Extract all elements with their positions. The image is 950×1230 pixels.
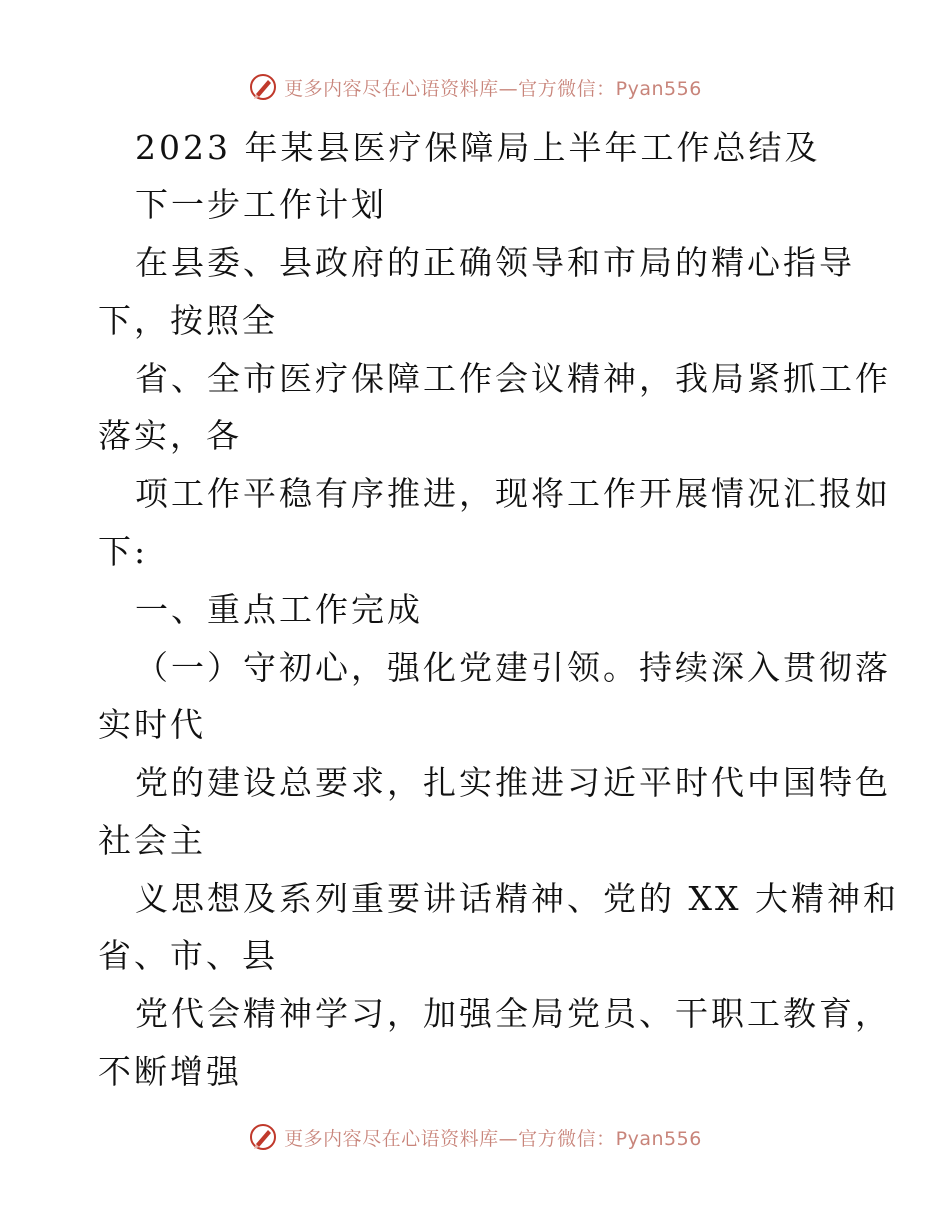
doc-line: 义思想及系列重要讲话精神、党的 XX 大精神和 [135, 879, 899, 918]
pen-logo-icon [248, 72, 278, 102]
doc-title-line-1: 2023 年某县医疗保障局上半年工作总结及 [135, 128, 821, 167]
doc-line: 下，按照全 [98, 301, 278, 340]
header-banner-text: 更多内容尽在心语资料库—官方微信：Pyan556 [284, 77, 702, 100]
doc-title-line-2: 下一步工作计划 [135, 185, 387, 224]
doc-line: 党代会精神学习，加强全局党员、干职工教育， [135, 994, 891, 1033]
footer-banner [0, 1122, 950, 1152]
doc-line: 实时代 [98, 705, 206, 744]
doc-line: 社会主 [98, 821, 206, 860]
doc-line: 党的建设总要求，扎实推进习近平时代中国特色 [135, 763, 891, 802]
doc-line: 省、市、县 [98, 936, 278, 975]
pen-logo-icon [248, 1122, 278, 1152]
doc-line: 在县委、县政府的正确领导和市局的精心指导 [135, 243, 855, 282]
doc-line: （一）守初心，强化党建引领。持续深入贯彻落 [135, 648, 891, 687]
doc-line: 项工作平稳有序推进，现将工作开展情况汇报如 [135, 474, 891, 513]
doc-line: 不断增强 [98, 1052, 242, 1091]
doc-line: 落实，各 [98, 416, 242, 455]
header-banner [0, 72, 950, 102]
footer-banner-text: 更多内容尽在心语资料库—官方微信：Pyan556 [284, 1127, 702, 1150]
doc-line: 下: [98, 532, 149, 571]
section-heading: 一、重点工作完成 [135, 590, 423, 629]
doc-line: 省、全市医疗保障工作会议精神，我局紧抓工作 [135, 359, 891, 398]
